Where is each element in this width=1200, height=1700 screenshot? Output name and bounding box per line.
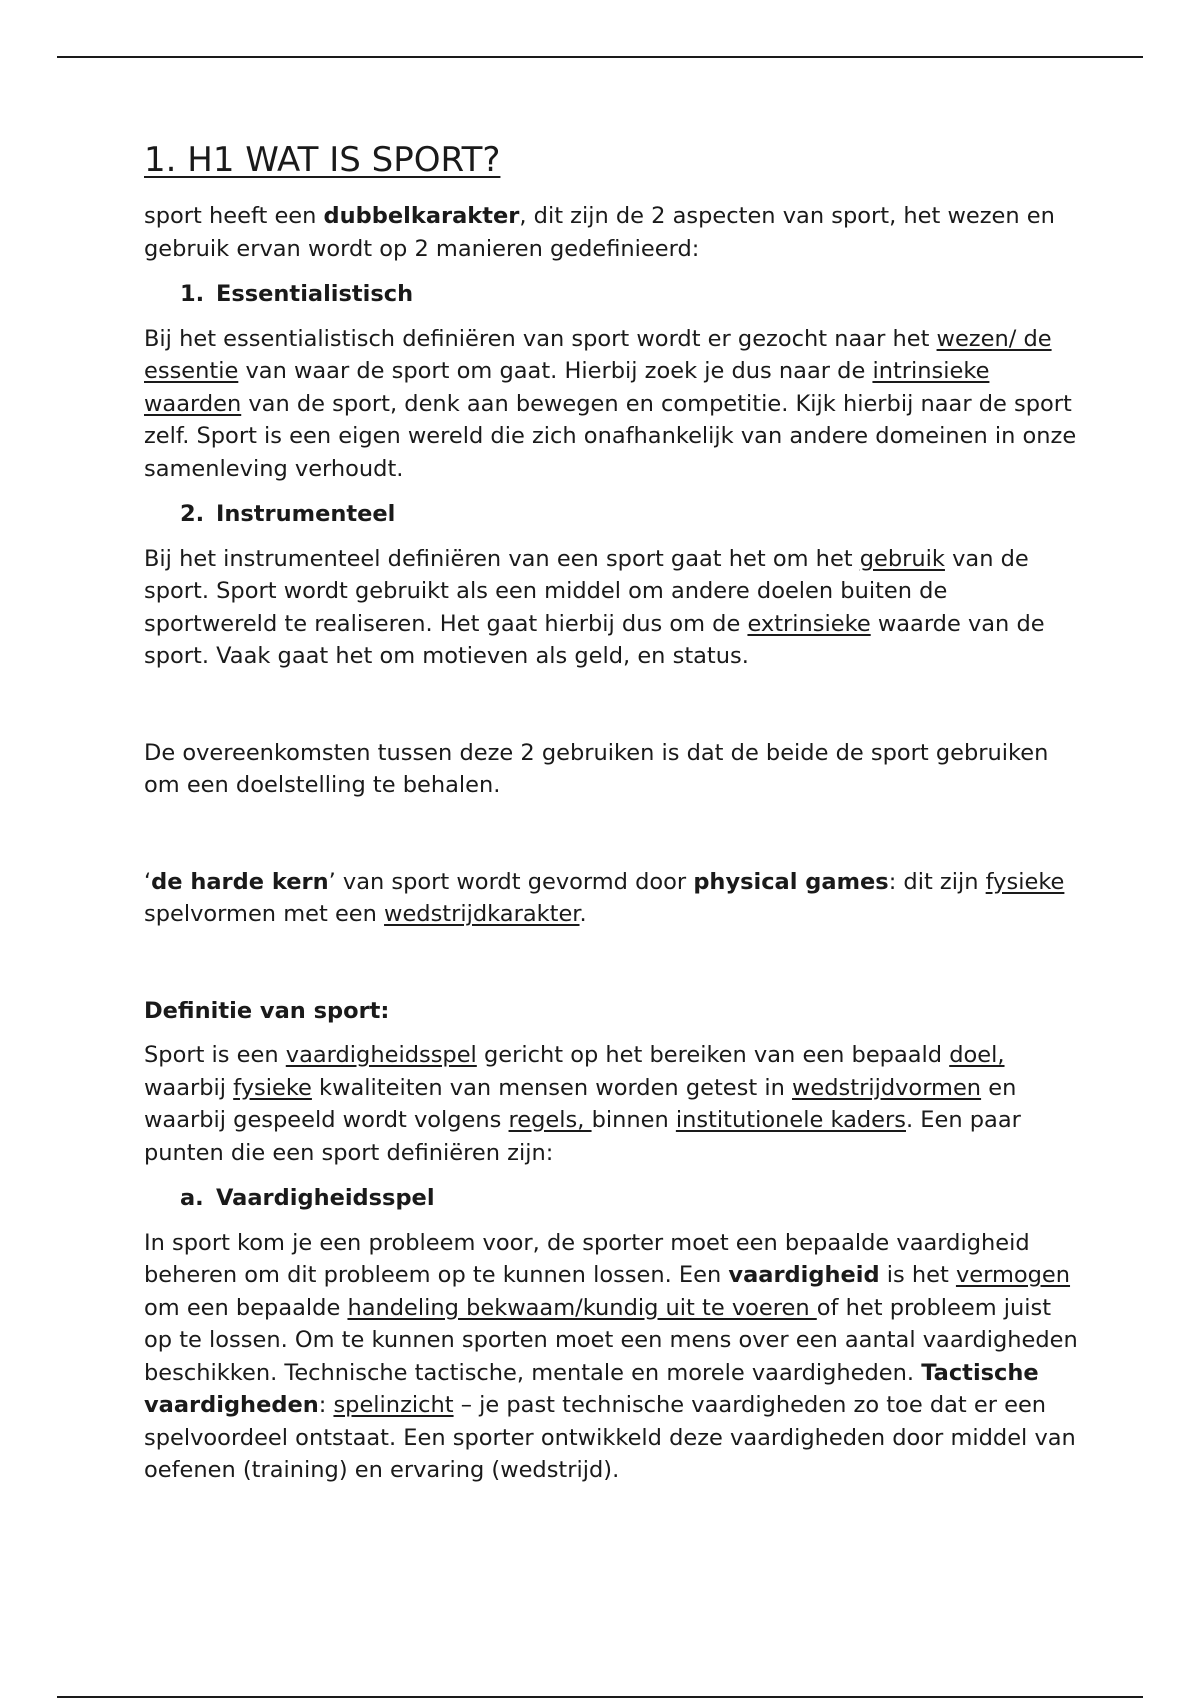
definition-paragraph: Sport is een vaardigheidsspel gericht op het bereiken van een bepaald doel, waarbij fysieke kwaliteiten van mensen worden getest in wedstrijdvormen en waarbij gespeeld wordt volgens regels, binnen institutionele kaders. Een paar punten die een sport definiëren zijn: bbox=[144, 1042, 1021, 1166]
similarity-paragraph: De overeenkomsten tussen deze 2 gebruiken is dat de beide de sport gebruiken om een doelstelling te behalen. bbox=[144, 739, 1049, 798]
header-rule bbox=[57, 56, 1143, 58]
essentialistisch-paragraph: Bij het essentialistisch definiëren van sport wordt er gezocht naar het wezen/ de essentie van waar de sport om gaat. Hierbij zoek je dus naar de intrinsieke waarden van de sport, denk aan bewegen en competitie. Kijk hierbij naar de sport zelf. Sport is een eigen wereld die zich onafhankelijk van andere domeinen in onze samenleving verhoudt. bbox=[144, 325, 1077, 482]
definition-heading: Definitie van sport: bbox=[144, 997, 390, 1024]
subheading-essentialistisch: 1. Essentialistisch bbox=[180, 281, 414, 307]
vaardigheidsspel-paragraph: In sport kom je een probleem voor, de sporter moet een bepaalde vaardigheid beheren om dit probleem op te kunnen lossen. Een vaardigheid is het vermogen om een bepaalde handeling bekwaam/kundig uit te voeren of het probleem juist op te lossen. Om te kunnen sporten moet een mens over een aantal vaardigheden beschikken. Technische tactische, mentale en morele vaardigheden. Tactische vaardigheden: spelinzicht – je past technische vaardigheden zo toe dat er een spelvoordeel ontstaat. Een sporter ontwikkeld deze vaardigheden door middel van oefenen (training) en ervaring (wedstrijd). bbox=[144, 1229, 1078, 1483]
subheading-vaardigheidsspel: a. Vaardigheidsspel bbox=[180, 1185, 435, 1211]
intro-paragraph: sport heeft een dubbelkarakter, dit zijn de 2 aspecten van sport, het wezen en gebruik ervan wordt op 2 manieren gedefinieerd: bbox=[144, 203, 1055, 262]
spacer bbox=[144, 673, 1084, 737]
instrumenteel-paragraph: Bij het instrumenteel definiëren van een sport gaat het om het gebruik van de sport. Sport wordt gebruikt als een middel om andere doelen buiten de sportwereld te realiseren. Het gaat hierbij dus om de extrinsieke waarde van de sport. Vaak gaat het om motieven als geld, en status. bbox=[144, 545, 1045, 669]
harde-kern-paragraph: ‘de harde kern’ van sport wordt gevormd door physical games: dit zijn fysieke spelvormen met een wedstrijdkarakter. bbox=[144, 868, 1065, 927]
term-dubbelkarakter: dubbelkarakter bbox=[323, 203, 520, 229]
footer-rule bbox=[57, 1696, 1143, 1698]
document-body bbox=[144, 138, 1084, 1487]
subheading-instrumenteel: 2. Instrumenteel bbox=[180, 501, 396, 527]
chapter-heading: 1. H1 WAT IS SPORT? bbox=[144, 140, 501, 180]
spacer bbox=[144, 931, 1084, 995]
spacer bbox=[144, 802, 1084, 866]
